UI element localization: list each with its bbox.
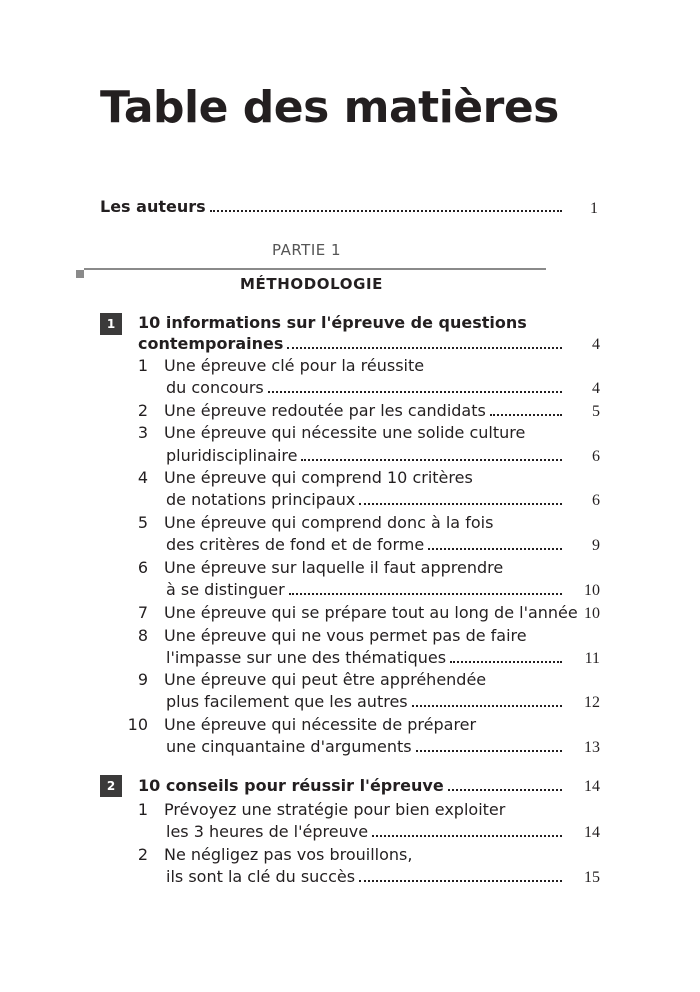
- dot-leader: [448, 789, 562, 791]
- item-page: 5: [592, 403, 600, 420]
- item-title-line2: l'impasse sur une des thématiques: [166, 648, 447, 667]
- item-number: 4: [137, 468, 148, 487]
- item-title-line2: les 3 heures de l'épreuve: [166, 822, 369, 841]
- item-title-line1: Une épreuve redoutée par les candidats: [164, 401, 486, 420]
- item-page: 9: [592, 537, 600, 554]
- item-number: 6: [137, 558, 148, 577]
- chapter-title-line1: 10 conseils pour réussir l'épreuve: [138, 776, 444, 795]
- item-page: 12: [584, 694, 600, 711]
- item-title-line1: Une épreuve qui se prépare tout au long de l'année: [164, 603, 578, 622]
- item-title-line2: ils sont la clé du succès: [166, 867, 356, 886]
- dot-leader: [268, 391, 562, 393]
- item-title-line1[interactable]: Une épreuve qui comprend donc à la fois: [164, 513, 494, 532]
- item-number: 5: [137, 513, 148, 532]
- item-number: 3: [137, 423, 148, 442]
- entry-page: 1: [590, 200, 598, 217]
- chapter-page: 4: [592, 336, 600, 353]
- item-number: 9: [137, 670, 148, 689]
- toc-entry-auteurs[interactable]: [100, 196, 566, 218]
- item-page: 15: [584, 869, 600, 886]
- dot-leader: [450, 661, 562, 663]
- toc-entry-item[interactable]: [164, 602, 578, 624]
- item-title-line2: à se distinguer: [166, 580, 285, 599]
- section-title: MÉTHODOLOGIE: [240, 275, 384, 293]
- toc-entry-item[interactable]: [166, 647, 566, 669]
- dot-leader: [359, 503, 562, 505]
- toc-entry-item[interactable]: [166, 579, 566, 601]
- chapter-title-line2: contemporaines: [138, 334, 284, 353]
- toc-entry-item[interactable]: [166, 691, 566, 713]
- item-number: 2: [137, 845, 148, 864]
- part-label: PARTIE 1: [272, 241, 342, 259]
- toc-entry-item[interactable]: [166, 534, 566, 556]
- item-title-line1[interactable]: Une épreuve qui comprend 10 critères: [164, 468, 473, 487]
- toc-entry-item[interactable]: [166, 821, 566, 843]
- item-page: 10: [584, 605, 600, 622]
- toc-entry-item[interactable]: [166, 866, 566, 888]
- item-title-line1[interactable]: Une épreuve qui nécessite de préparer: [164, 715, 477, 734]
- item-page: 6: [592, 492, 600, 509]
- page-title: Table des matières: [100, 82, 559, 133]
- item-title-line2: des critères de fond et de forme: [166, 535, 425, 554]
- dot-leader: [372, 835, 562, 837]
- chapter-title-line1[interactable]: 10 informations sur l'épreuve de questions: [138, 313, 527, 332]
- item-number: 7: [137, 603, 148, 622]
- item-title-line2: pluridisciplinaire: [166, 446, 298, 465]
- toc-entry-item[interactable]: [166, 377, 566, 399]
- item-page: 13: [584, 739, 600, 756]
- item-title-line1[interactable]: Une épreuve clé pour la réussite: [164, 356, 425, 375]
- toc-entry-item[interactable]: [166, 489, 566, 511]
- toc-entry-item[interactable]: [166, 445, 566, 467]
- entry-label: Les auteurs: [100, 197, 206, 216]
- item-title-line1[interactable]: Prévoyez une stratégie pour bien exploiter: [164, 800, 506, 819]
- dot-leader: [412, 705, 562, 707]
- part-rule-marker: [76, 270, 84, 278]
- item-page: 11: [584, 650, 600, 667]
- dot-leader: [210, 210, 562, 212]
- item-number: 8: [137, 626, 148, 645]
- item-number: 2: [137, 401, 148, 420]
- dot-leader: [289, 593, 562, 595]
- toc-entry-chapter-2[interactable]: [138, 775, 566, 797]
- item-page: 6: [592, 448, 600, 465]
- item-number: 10: [127, 715, 148, 734]
- dot-leader: [428, 548, 562, 550]
- toc-entry-item[interactable]: [164, 400, 566, 422]
- toc-entry-chapter-1[interactable]: [138, 333, 566, 355]
- item-page: 4: [592, 380, 600, 397]
- item-title-line1[interactable]: Une épreuve qui nécessite une solide culture: [164, 423, 526, 442]
- item-title-line2: de notations principaux: [166, 490, 356, 509]
- part-rule: [84, 268, 546, 270]
- toc-entry-item[interactable]: [166, 736, 566, 758]
- item-title-line2: du concours: [166, 378, 264, 397]
- item-title-line1[interactable]: Une épreuve qui ne vous permet pas de faire: [164, 626, 527, 645]
- item-number: 1: [137, 356, 148, 375]
- item-page: 10: [584, 582, 600, 599]
- chapter-number-badge: 2: [100, 775, 122, 797]
- chapter-number-badge: 1: [100, 313, 122, 335]
- item-title-line2: une cinquantaine d'arguments: [166, 737, 412, 756]
- chapter-page: 14: [584, 778, 600, 795]
- item-title-line1[interactable]: Une épreuve qui peut être appréhendée: [164, 670, 487, 689]
- item-page: 14: [584, 824, 600, 841]
- dot-leader: [490, 414, 562, 416]
- dot-leader: [416, 750, 562, 752]
- item-title-line1[interactable]: Ne négligez pas vos brouillons,: [164, 845, 413, 864]
- dot-leader: [359, 880, 562, 882]
- item-title-line2: plus facilement que les autres: [166, 692, 408, 711]
- item-title-line1[interactable]: Une épreuve sur laquelle il faut apprendre: [164, 558, 504, 577]
- dot-leader: [287, 347, 562, 349]
- item-number: 1: [137, 800, 148, 819]
- dot-leader: [301, 459, 562, 461]
